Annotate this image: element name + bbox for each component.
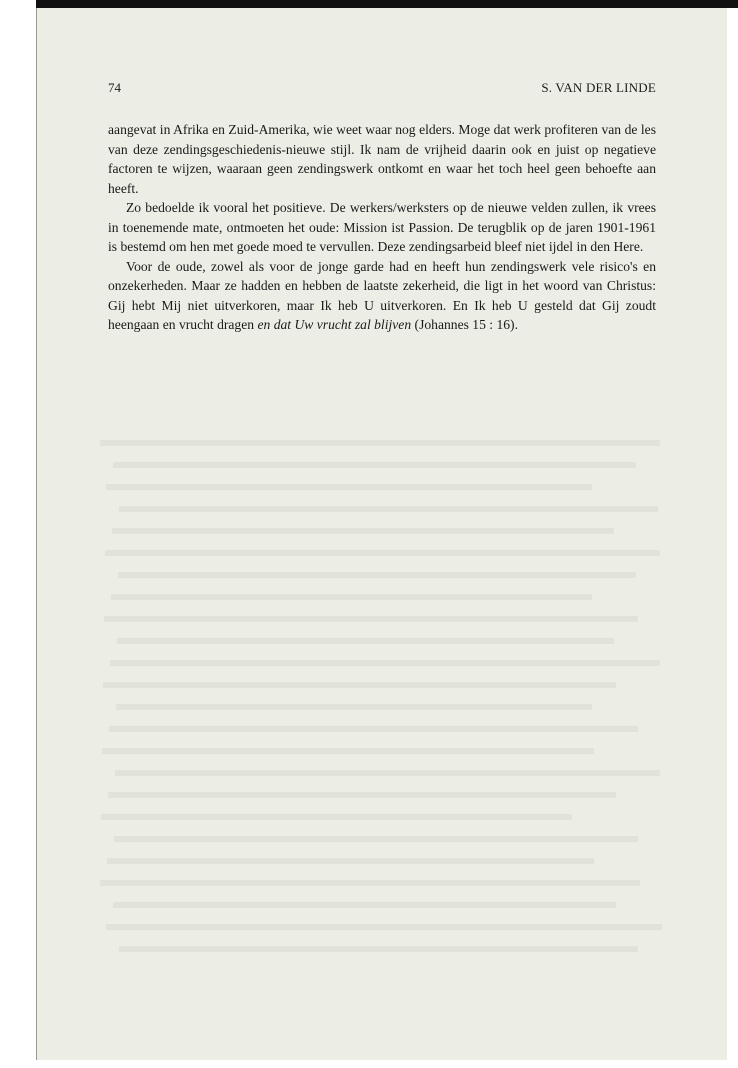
- paragraph-text: Zo bedoelde ik vooral het positieve. De werkers/werksters op de nieuwe velden zullen, ik vrees in toenemende mate, ontmoeten het oude: Mission ist Passion. De terugblik op de jaren 1901-1961 is bestemd om hen met goede moed te vervullen. Deze zendingsarbeid bleef niet ijdel in den Here.: [108, 200, 656, 254]
- running-head-author: S. VAN DER LINDE: [541, 80, 656, 95]
- bleed-through-line: [105, 550, 660, 556]
- paragraph: [108, 198, 656, 257]
- bleed-through-line: [115, 770, 660, 776]
- bleed-through-line: [106, 924, 662, 930]
- bleed-through-line: [112, 528, 614, 534]
- bleed-through-line: [100, 440, 660, 446]
- bleed-through-line: [100, 880, 640, 886]
- paragraph: [108, 120, 656, 198]
- bleed-through-line: [108, 792, 616, 798]
- bible-reference: (Johannes 15 : 16).: [411, 317, 518, 332]
- bleed-through-line: [116, 704, 592, 710]
- bleed-through-line: [106, 484, 592, 490]
- bleed-through-line: [117, 638, 614, 644]
- scan-border-top: [0, 0, 738, 8]
- body-text: [108, 120, 656, 335]
- bleed-through-line: [110, 660, 660, 666]
- bleed-through-line: [113, 902, 616, 908]
- paragraph-text: Voor de oude, zowel als voor de jonge garde had en heeft hun zendingswerk vele risico's en onzekerheden. Maar ze hadden en hebben de laatste zekerheid, die ligt in het woord van Christus: Gij hebt Mij niet uitverkoren, maar Ik heb U uitverkoren. En Ik heb U gesteld dat Gij zoudt heengaan en vrucht dragen: [108, 258, 656, 332]
- paragraph: [108, 257, 656, 335]
- bleed-through-line: [119, 946, 638, 952]
- bible-quote-italic: en dat Uw vrucht zal blijven: [257, 317, 412, 332]
- bleed-through-line: [102, 748, 594, 754]
- bleed-through-line: [118, 572, 636, 578]
- bleed-through-line: [113, 462, 636, 468]
- bleed-through-line: [107, 858, 594, 864]
- bleed-through-line: [109, 726, 638, 732]
- bleed-through-line: [114, 836, 638, 842]
- paragraph-text: aangevat in Afrika en Zuid-Amerika, wie weet waar nog elders. Moge dat werk profiteren van de les van deze zendingsgeschiedenis-nieuwe stijl. Ik nam de vrijheid daarin ook en juist op negatieve factoren te wijzen, waaraan geen zendingswerk ontkomt en waar het toch heel geen behoefte aan heeft.: [108, 122, 656, 196]
- bleed-through-line: [104, 616, 638, 622]
- page-header: [108, 80, 656, 100]
- bleed-through-line: [103, 682, 616, 688]
- bleed-through-line: [111, 594, 592, 600]
- bleed-through-line: [119, 506, 658, 512]
- scan-margin-left: [0, 0, 36, 1068]
- bleed-through-line: [101, 814, 572, 820]
- page-number: 74: [108, 80, 121, 95]
